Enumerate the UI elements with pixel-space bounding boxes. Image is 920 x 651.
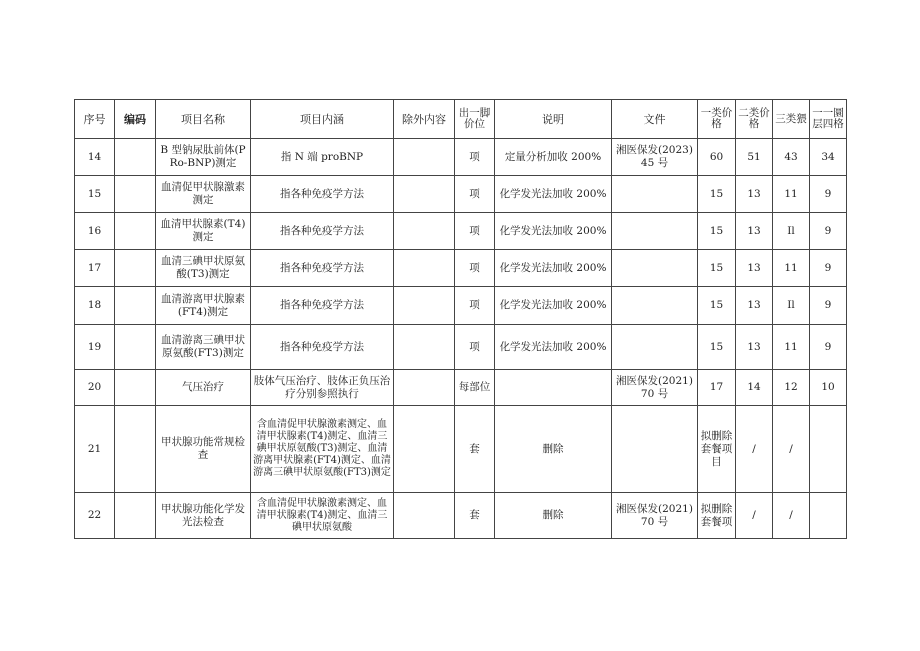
- cell-unit: 每部位: [455, 370, 495, 406]
- cell-price-1: 60: [698, 139, 736, 176]
- cell-name: 血清三碘甲状原氨酸(T3)测定: [156, 250, 251, 287]
- table-row: [75, 176, 847, 213]
- cell-unit: 项: [455, 139, 495, 176]
- header-price-1: 一类价格: [698, 100, 736, 139]
- cell-note: 化学发光法加收 200%: [495, 325, 612, 370]
- cell-seq: 22: [75, 493, 115, 539]
- price-table-sheet: [74, 99, 847, 539]
- cell-content: 含血清促甲状腺激素测定、血清甲状腺素(T4)测定、血清三碘甲状原氨酸: [251, 493, 394, 539]
- cell-file: 湘医保发(2023)45 号: [612, 139, 698, 176]
- header-seq: 序号: [75, 100, 115, 139]
- cell-note: [495, 370, 612, 406]
- cell-file: [612, 213, 698, 250]
- table-row: [75, 493, 847, 539]
- cell-content: 含血清促甲状腺激素测定、血清甲状腺素(T4)测定、血清三碘甲状原氨酸(T3)测定、血清游离甲状腺素(FT4)测定、血清游离三碘甲状原氨酸(FT3)测定: [251, 406, 394, 493]
- cell-note: 删除: [495, 493, 612, 539]
- header-file: 文件: [612, 100, 698, 139]
- cell-code: [115, 287, 156, 325]
- cell-seq: 19: [75, 325, 115, 370]
- cell-note: 删除: [495, 406, 612, 493]
- cell-note: 化学发光法加收 200%: [495, 176, 612, 213]
- cell-price-2: 13: [736, 325, 773, 370]
- cell-price-4: 9: [810, 325, 847, 370]
- cell-unit: 项: [455, 325, 495, 370]
- cell-content: 指各种免疫学方法: [251, 250, 394, 287]
- cell-price-4: 9: [810, 176, 847, 213]
- header-row: [75, 100, 847, 139]
- cell-price-4: 10: [810, 370, 847, 406]
- cell-name: B 型钠尿肽前体(PRo-BNP)测定: [156, 139, 251, 176]
- cell-content: 指各种免疫学方法: [251, 325, 394, 370]
- cell-excluded: [394, 139, 455, 176]
- cell-price-2: 13: [736, 213, 773, 250]
- cell-name: 甲状腺功能常规检查: [156, 406, 251, 493]
- cell-file: 湘医保发(2021)70 号: [612, 370, 698, 406]
- cell-name: 甲状腺功能化学发光法检查: [156, 493, 251, 539]
- cell-unit: 套: [455, 406, 495, 493]
- cell-unit: 项: [455, 213, 495, 250]
- cell-price-1: 15: [698, 176, 736, 213]
- cell-note: 化学发光法加收 200%: [495, 213, 612, 250]
- cell-price-1: 15: [698, 325, 736, 370]
- cell-price-3: 11: [773, 325, 810, 370]
- cell-content: 指 N 端 proBNP: [251, 139, 394, 176]
- cell-code: [115, 139, 156, 176]
- cell-price-2: 51: [736, 139, 773, 176]
- cell-unit: 项: [455, 250, 495, 287]
- table-row: [75, 139, 847, 176]
- cell-code: [115, 213, 156, 250]
- cell-excluded: [394, 176, 455, 213]
- cell-code: [115, 406, 156, 493]
- cell-price-3: /: [773, 493, 810, 539]
- cell-price-4: [810, 406, 847, 493]
- cell-price-1: 17: [698, 370, 736, 406]
- cell-name: 血清促甲状腺激素测定: [156, 176, 251, 213]
- cell-name: 血清游离甲状腺素(FT4)测定: [156, 287, 251, 325]
- header-price-4: 一一圜层四格: [810, 100, 847, 139]
- cell-file: [612, 287, 698, 325]
- header-unit: 出一脚价位: [455, 100, 495, 139]
- cell-price-1: 拟删除套餐项目: [698, 406, 736, 493]
- table-row: [75, 325, 847, 370]
- cell-note: 化学发光法加收 200%: [495, 250, 612, 287]
- table-row: [75, 370, 847, 406]
- cell-excluded: [394, 370, 455, 406]
- cell-price-3: 11: [773, 176, 810, 213]
- cell-price-4: 9: [810, 213, 847, 250]
- cell-excluded: [394, 250, 455, 287]
- cell-name: 气压治疗: [156, 370, 251, 406]
- cell-name: 血清游离三碘甲状原氨酸(FT3)测定: [156, 325, 251, 370]
- cell-file: [612, 406, 698, 493]
- cell-name: 血清甲状腺素(T4)测定: [156, 213, 251, 250]
- cell-seq: 21: [75, 406, 115, 493]
- cell-code: [115, 493, 156, 539]
- cell-excluded: [394, 213, 455, 250]
- header-code: 编码: [115, 100, 156, 139]
- cell-price-2: 14: [736, 370, 773, 406]
- cell-code: [115, 370, 156, 406]
- header-price-2: 二类价格: [736, 100, 773, 139]
- cell-price-3: /: [773, 406, 810, 493]
- header-excluded: 除外内容: [394, 100, 455, 139]
- table-row: [75, 287, 847, 325]
- cell-seq: 16: [75, 213, 115, 250]
- cell-price-2: 13: [736, 250, 773, 287]
- cell-price-1: 拟删除套餐项: [698, 493, 736, 539]
- cell-excluded: [394, 325, 455, 370]
- cell-file: 湘医保发(2021)70 号: [612, 493, 698, 539]
- table-row: [75, 250, 847, 287]
- cell-price-4: 34: [810, 139, 847, 176]
- cell-price-2: 13: [736, 287, 773, 325]
- cell-seq: 18: [75, 287, 115, 325]
- header-name: 项目名称: [156, 100, 251, 139]
- cell-excluded: [394, 287, 455, 325]
- cell-price-2: 13: [736, 176, 773, 213]
- cell-price-3: Il: [773, 287, 810, 325]
- cell-price-2: /: [736, 406, 773, 493]
- cell-code: [115, 250, 156, 287]
- cell-price-1: 15: [698, 213, 736, 250]
- cell-file: [612, 250, 698, 287]
- cell-price-3: Il: [773, 213, 810, 250]
- cell-unit: 套: [455, 493, 495, 539]
- cell-note: 化学发光法加收 200%: [495, 287, 612, 325]
- cell-excluded: [394, 406, 455, 493]
- cell-file: [612, 176, 698, 213]
- cell-price-3: 12: [773, 370, 810, 406]
- cell-content: 肢体气压治疗、肢体正负压治疗分别参照执行: [251, 370, 394, 406]
- cell-price-3: 43: [773, 139, 810, 176]
- table-row: [75, 213, 847, 250]
- cell-note: 定量分析加收 200%: [495, 139, 612, 176]
- header-price-3: 三类猥: [773, 100, 810, 139]
- cell-seq: 20: [75, 370, 115, 406]
- header-content: 项目内涵: [251, 100, 394, 139]
- cell-price-1: 15: [698, 250, 736, 287]
- cell-content: 指各种免疫学方法: [251, 176, 394, 213]
- header-note: 说明: [495, 100, 612, 139]
- cell-price-3: 11: [773, 250, 810, 287]
- table-row: [75, 406, 847, 493]
- cell-price-4: [810, 493, 847, 539]
- cell-seq: 14: [75, 139, 115, 176]
- cell-file: [612, 325, 698, 370]
- cell-code: [115, 325, 156, 370]
- cell-content: 指各种免疫学方法: [251, 213, 394, 250]
- cell-code: [115, 176, 156, 213]
- cell-content: 指各种免疫学方法: [251, 287, 394, 325]
- price-table: [74, 99, 847, 539]
- cell-unit: 项: [455, 176, 495, 213]
- cell-seq: 17: [75, 250, 115, 287]
- cell-price-4: 9: [810, 287, 847, 325]
- cell-excluded: [394, 493, 455, 539]
- cell-price-4: 9: [810, 250, 847, 287]
- cell-unit: 项: [455, 287, 495, 325]
- cell-price-2: /: [736, 493, 773, 539]
- cell-seq: 15: [75, 176, 115, 213]
- cell-price-1: 15: [698, 287, 736, 325]
